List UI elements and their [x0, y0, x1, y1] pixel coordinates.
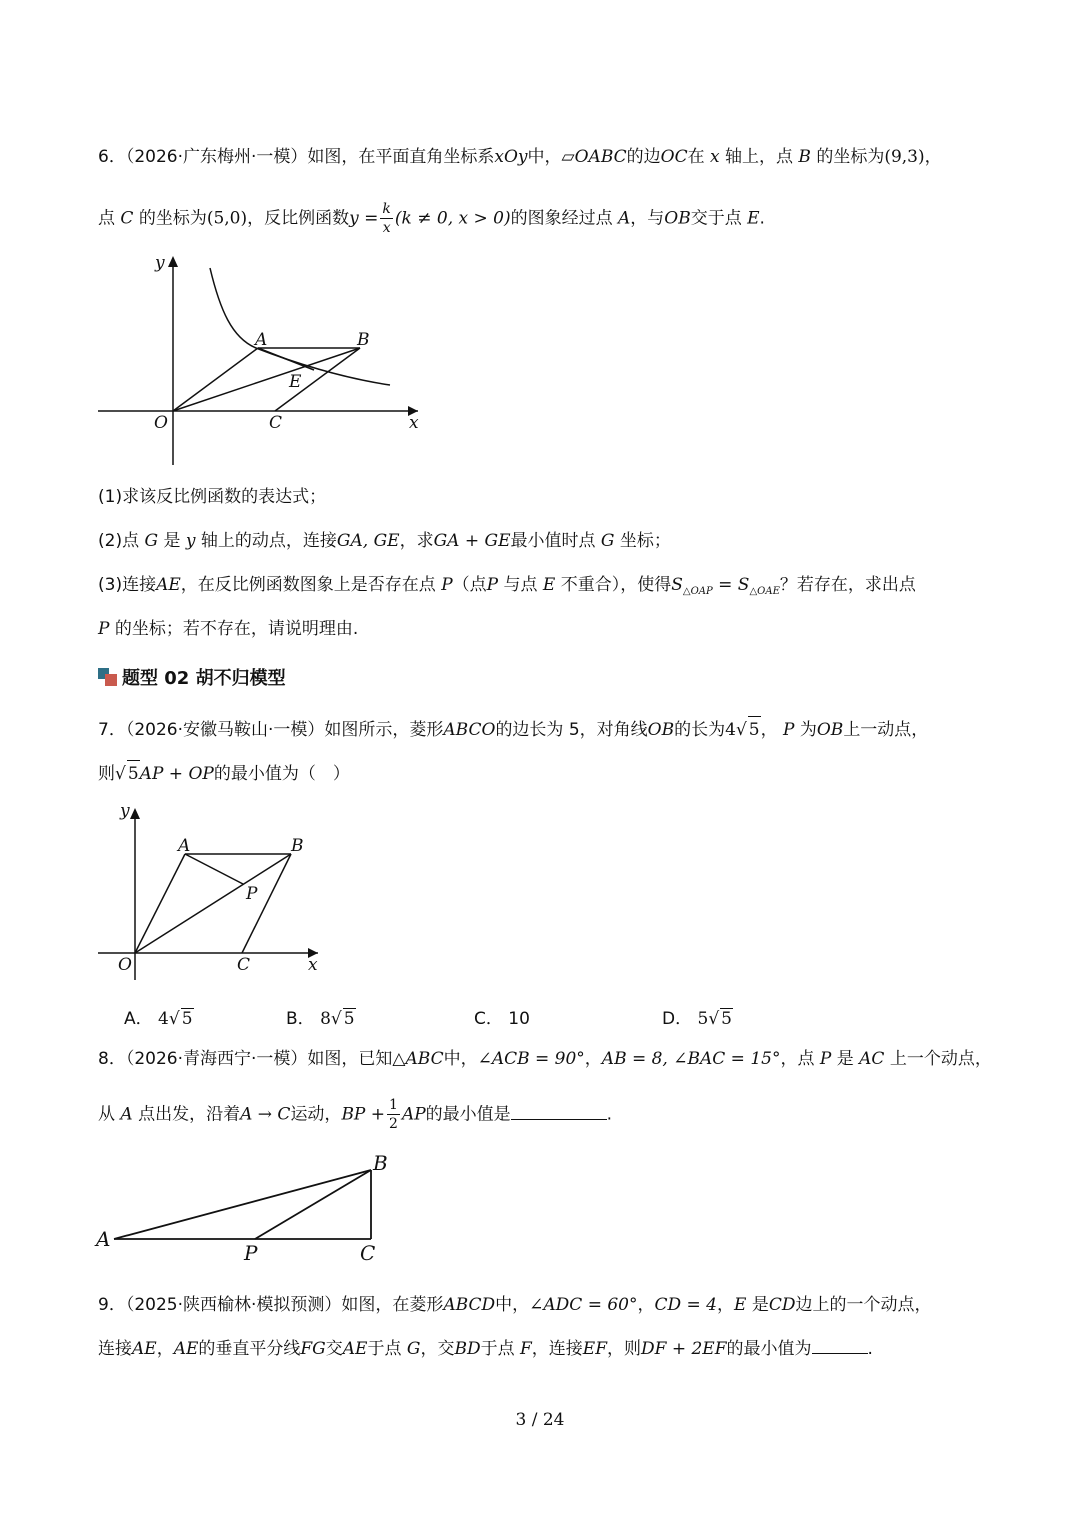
- q7-fig-label-b: B: [291, 836, 304, 856]
- q6-part2: (2)点 G 是 y 轴上的动点，连接GA, GE，求GA + GE最小值时点 G 坐标；: [98, 531, 671, 551]
- q6-fraction: $\frac{k}{x}$: [382, 201, 391, 236]
- q6-figure: [92, 250, 432, 470]
- q8-fraction: $\frac{1}{2}$: [389, 1097, 398, 1132]
- q7-fig-label-p: P: [246, 884, 258, 904]
- page-number: 3 / 24: [515, 1410, 565, 1430]
- q6-fig-label-c: C: [269, 413, 283, 433]
- q7-fig-label-c: C: [237, 955, 251, 975]
- q7-option-b[interactable]: B． 8√ 5: [286, 1009, 355, 1029]
- q6-line2: 点 C 的坐标为(5,0)，反比例函数y = $\frac{k}{x}$ (k ≠ 0, x > 0)的图象经过点 A，与OB交于点 E.: [98, 201, 765, 236]
- q7-option-a[interactable]: A． 4√ 5: [124, 1009, 193, 1029]
- q6-fig-label-y: y: [155, 253, 165, 273]
- q7-fig-label-x: x: [308, 955, 318, 975]
- q6-part1: (1)求该反比例函数的表达式；: [98, 487, 327, 507]
- q7-line1: 7．（2026·安徽马鞍山·一模）如图所示，菱形ABCO的边长为 5，对角线OB的长为4√ 5， P 为OB上一动点，: [98, 716, 928, 743]
- q7-fig-label-y: y: [120, 801, 130, 821]
- q7-option-d[interactable]: D． 5√ 5: [662, 1009, 732, 1029]
- q7-fig-label-a: A: [178, 836, 191, 856]
- q8-line1: 8．（2026·青海西宁·一模）如图，已知△ABC中，∠ACB = 90°，AB = 8, ∠BAC = 15°，点 P 是 AC 上一个动点，: [98, 1049, 992, 1069]
- q7-fig-label-o: O: [118, 955, 132, 975]
- q8-fig-label-c: C: [360, 1241, 376, 1265]
- q9-line1: 9．（2025·陕西榆林·模拟预测）如图，在菱形ABCD中，∠ADC = 60°，CD = 4，E 是CD边上的一个动点，: [98, 1295, 932, 1315]
- q7-line2: 则√ 5AP + OP的最小值为（ ）: [98, 760, 350, 787]
- q8-figure: [92, 1150, 412, 1270]
- q6-fig-label-x: x: [409, 413, 419, 433]
- q6-fig-label-b: B: [357, 330, 370, 350]
- q7-figure: [92, 798, 332, 983]
- q6-fig-label-e: E: [289, 372, 302, 392]
- section-heading: 题型 02 胡不归模型: [98, 664, 286, 690]
- q6-part3: (3)连接AE，在反比例函数图象上是否存在点 P（点P 与点 E 不重合），使得$S_{\triangle OAP} = S_{\triangle OAE}$？若存在，求出点: [98, 575, 916, 597]
- q6-line1: 6．（2026·广东梅州·一模）如图，在平面直角坐标系xOy中，▱OABC的边OC在 x 轴上，点 B 的坐标为(9,3)，: [98, 147, 942, 167]
- q8-fig-label-p: P: [244, 1241, 258, 1265]
- q8-fig-label-a: A: [96, 1227, 111, 1251]
- section-icon: [98, 668, 118, 686]
- q8-line2: 从 A 点出发，沿着A → C运动，BP + $\frac{1}{2}$ AP的最小值是 .: [98, 1097, 613, 1132]
- q8-fig-label-b: B: [373, 1151, 388, 1175]
- q6-fig-label-o: O: [154, 413, 168, 433]
- q6-fig-label-a: A: [255, 330, 268, 350]
- q7-option-c[interactable]: C． 10: [474, 1009, 530, 1029]
- q6-part3-cont: P 的坐标；若不存在，请说明理由.: [98, 619, 359, 639]
- q9-line2: 连接AE，AE的垂直平分线FG交AE于点 G，交BD于点 F，连接EF，则DF + 2EF的最小值为 .: [98, 1339, 873, 1359]
